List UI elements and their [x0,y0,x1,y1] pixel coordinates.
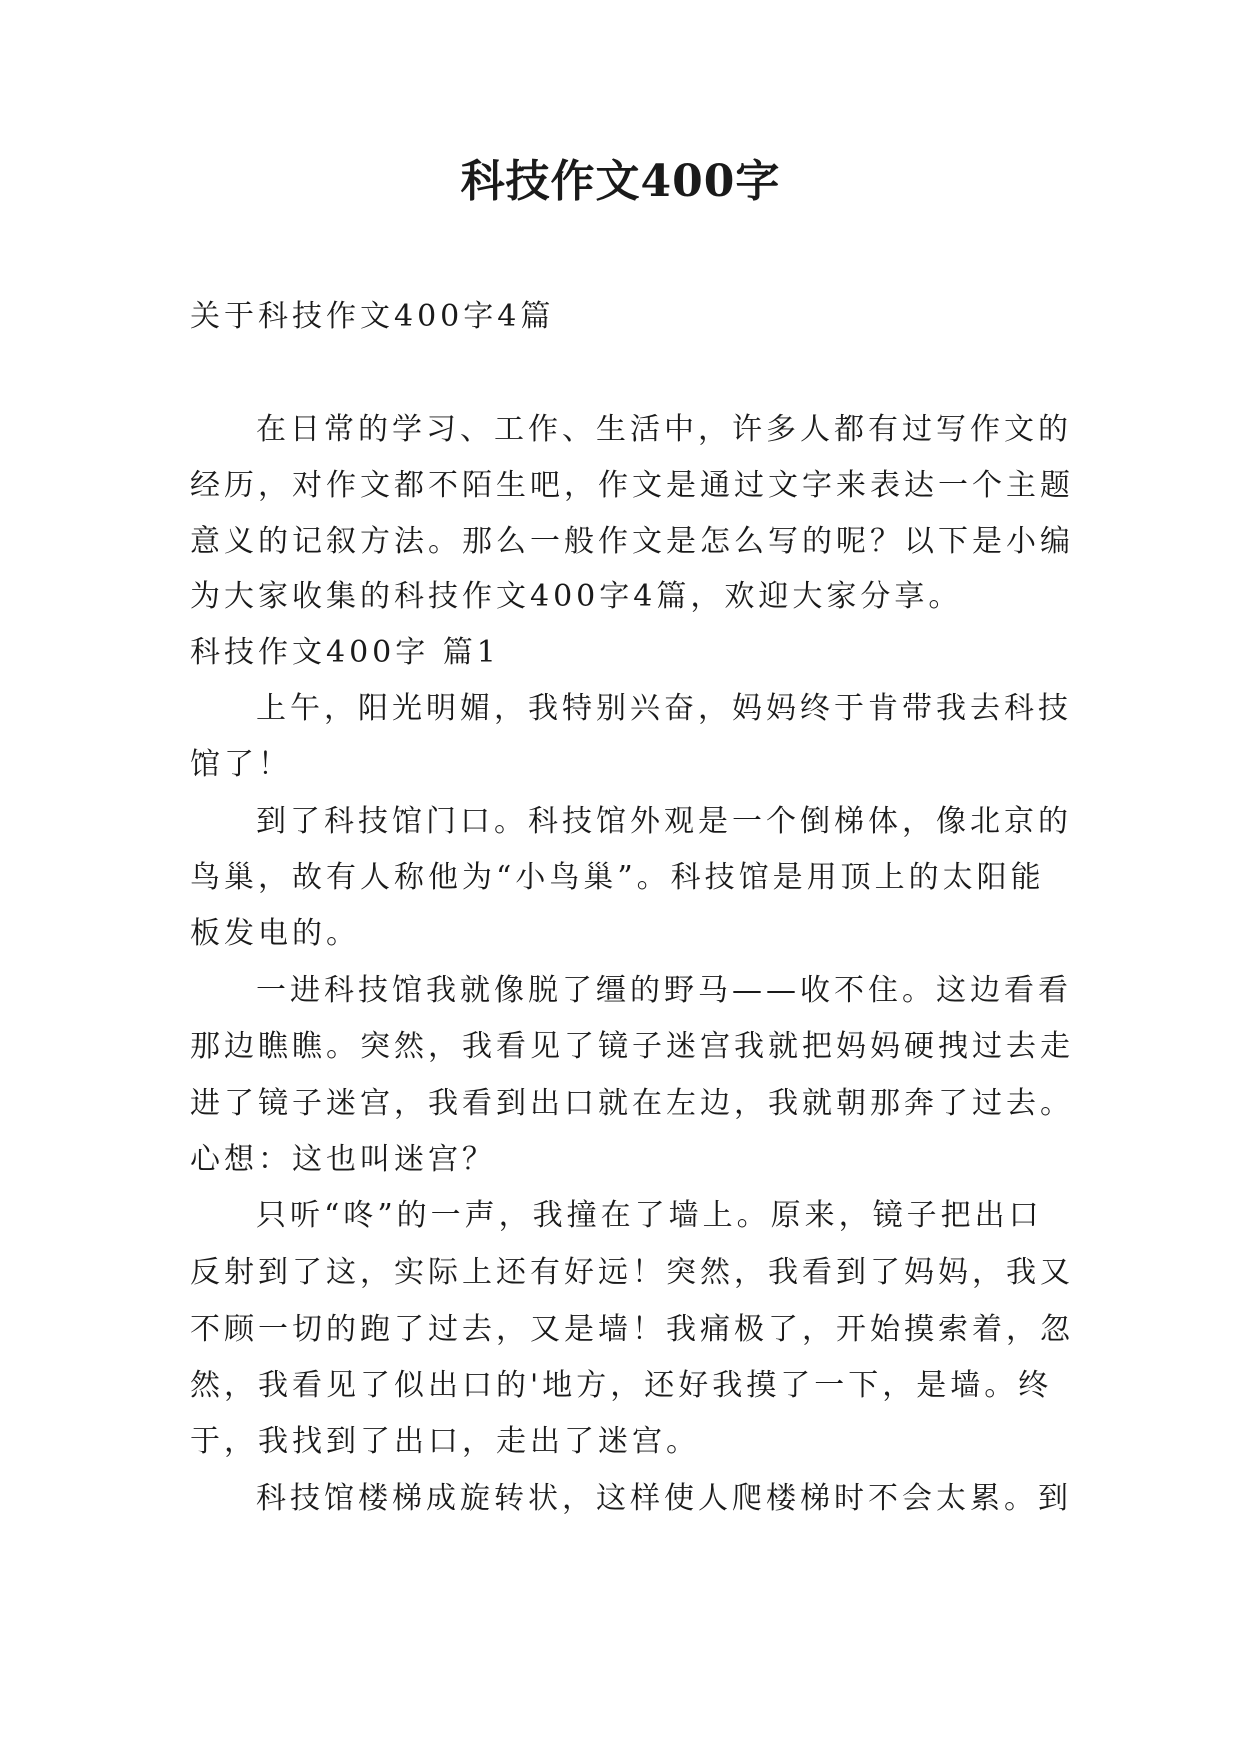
text-line: 进了镜子迷宫，我看到出口就在左边，我就朝那奔了过去。 [190,1086,1074,1121]
text-line: 鸟巢，故有人称他为“小鸟巢”。科技馆是用顶上的太阳能 [190,860,1045,895]
subtitle-line: 关于科技作文400字4篇 [190,299,555,334]
text-line: 一进科技馆我就像脱了缰的野马——收不住。这边看看 [256,973,1072,1008]
text-line: 心想：这也叫迷宫？ [190,1142,496,1177]
text-line: 那边瞧瞧。突然，我看见了镜子迷宫我就把妈妈硬拽过去走 [190,1029,1074,1064]
text-line: 上午，阳光明媚，我特别兴奋，妈妈终于肯带我去科技 [256,691,1072,726]
text-line: 只听“咚”的一声，我撞在了墙上。原来，镜子把出口 [256,1198,1043,1233]
text-line: 科技馆楼梯成旋转状，这样使人爬楼梯时不会太累。到 [256,1481,1072,1516]
text-line: 然，我看见了似出口的'地方，还好我摸了一下，是墙。终 [190,1368,1053,1403]
document-title: 科技作文400字 [460,156,781,207]
text-line: 在日常的学习、工作、生活中，许多人都有过写作文的 [256,412,1072,447]
text-line: 反射到了这，实际上还有好远！突然，我看到了妈妈，我又 [190,1255,1074,1290]
text-line: 馆了！ [190,747,292,782]
text-line: 到了科技馆门口。科技馆外观是一个倒梯体，像北京的 [256,804,1072,839]
text-line: 意义的记叙方法。那么一般作文是怎么写的呢？以下是小编 [190,524,1074,559]
text-line: 经历，对作文都不陌生吧，作文是通过文字来表达一个主题 [190,468,1074,503]
text-line: 板发电的。 [190,916,360,951]
section-heading: 科技作文400字 篇1 [190,635,500,670]
text-line: 不顾一切的跑了过去，又是墙！我痛极了，开始摸索着，忽 [190,1312,1074,1347]
text-line: 于，我找到了出口，走出了迷宫。 [190,1424,700,1459]
text-line: 为大家收集的科技作文400字4篇，欢迎大家分享。 [190,579,963,614]
